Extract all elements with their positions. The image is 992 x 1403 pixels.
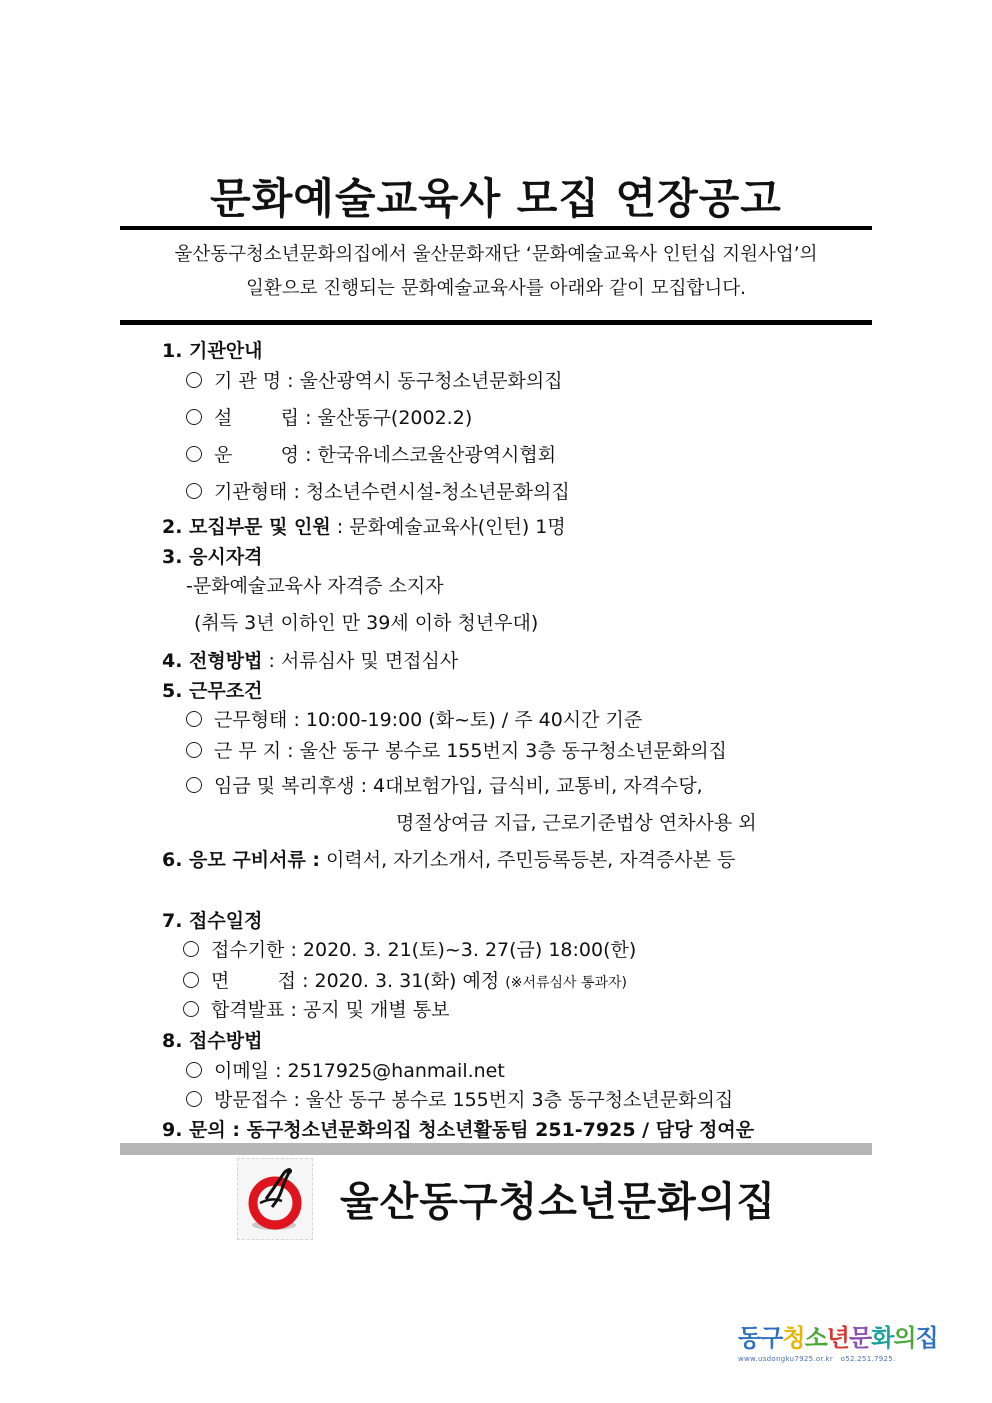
section-5-heading: 5. 근무조건 bbox=[162, 680, 263, 702]
section-9-contact: 9. 문의 : 동구청소년문화의집 청소년활동팀 251-7925 / 담당 정여운 bbox=[162, 1119, 755, 1141]
wages-benefits-cont: 명절상여금 지급, 근로기준법상 연차사용 외 bbox=[396, 812, 757, 834]
wages-benefits: 임금 및 복리후생 : 4대보험가입, 급식비, 교통비, 자격수당, bbox=[186, 771, 703, 798]
section-3-heading: 3. 응시자격 bbox=[162, 546, 263, 568]
section-4: 4. 전형방법 : 서류심사 및 면접심사 bbox=[162, 650, 459, 672]
bullet-circle-icon bbox=[186, 1062, 202, 1078]
org-info-founded: 설 립 : 울산동구(2002.2) bbox=[186, 403, 472, 430]
result-announcement: 합격발표 : 공지 및 개별 통보 bbox=[183, 995, 450, 1022]
bullet-circle-icon bbox=[186, 1091, 202, 1107]
bullet-circle-icon bbox=[183, 1001, 199, 1017]
apply-visit: 방문접수 : 울산 동구 봉수로 155번지 3층 동구청소년문화의집 bbox=[186, 1085, 733, 1112]
footer-logo-url: www.usdongku7925.or.kr o52.251.7925. bbox=[738, 1355, 896, 1363]
organization-name: 울산동구청소년문화의집 bbox=[340, 1179, 777, 1225]
qualification-note: (취득 3년 이하인 만 39세 이하 청년우대) bbox=[194, 612, 539, 634]
apply-email: 이메일 : 2517925@hanmail.net bbox=[186, 1056, 505, 1083]
interview-date: 면 접 : 2020. 3. 31(화) 예정 (※서류심사 통과자) bbox=[183, 966, 627, 993]
org-info-type: 기관형태 : 청소년수련시설-청소년문화의집 bbox=[186, 477, 570, 504]
bird-circle-logo-icon bbox=[238, 1159, 312, 1239]
org-info-name: 기 관 명 : 울산광역시 동구청소년문화의집 bbox=[186, 366, 563, 393]
intro-line-1: 울산동구청소년문화의집에서 울산문화재단 ‘문화예술교육사 인턴십 지원사업’의 bbox=[174, 244, 818, 265]
qualification-line: -문화예술교육사 자격증 소지자 bbox=[186, 575, 444, 597]
bullet-circle-icon bbox=[186, 372, 202, 388]
section-2: 2. 모집부문 및 인원 : 문화예술교육사(인턴) 1명 bbox=[162, 516, 566, 538]
section-1-heading: 1. 기관안내 bbox=[162, 340, 263, 362]
work-location: 근 무 지 : 울산 동구 봉수로 155번지 3층 동구청소년문화의집 bbox=[186, 736, 727, 763]
work-hours: 근무형태 : 10:00-19:00 (화~토) / 주 40시간 기준 bbox=[186, 705, 642, 732]
bullet-circle-icon bbox=[186, 483, 202, 499]
footer-logo bbox=[738, 1318, 938, 1363]
section-7-heading: 7. 접수일정 bbox=[162, 910, 263, 932]
section-8-heading: 8. 접수방법 bbox=[162, 1030, 263, 1052]
intro-paragraph bbox=[120, 238, 872, 306]
bullet-circle-icon bbox=[183, 941, 199, 957]
section-6: 6. 응모 구비서류 : 이력서, 자기소개서, 주민등록등본, 자격증사본 등 bbox=[162, 849, 736, 871]
org-info-operator: 운 영 : 한국유네스코울산광역시협회 bbox=[186, 440, 556, 467]
organization-logo bbox=[237, 1158, 313, 1240]
footer-rule bbox=[120, 1143, 872, 1155]
section-rule bbox=[120, 320, 872, 325]
bullet-circle-icon bbox=[183, 972, 199, 988]
bullet-circle-icon bbox=[186, 409, 202, 425]
bullet-circle-icon bbox=[186, 446, 202, 462]
page-title: 문화예술교육사 모집 연장공고 bbox=[210, 174, 782, 223]
bullet-circle-icon bbox=[186, 711, 202, 727]
footer-logo-wordmark: 동구청소년문화의집 bbox=[738, 1324, 938, 1352]
intro-line-2: 일환으로 진행되는 문화예술교육사를 아래와 같이 모집합니다. bbox=[246, 278, 746, 299]
bullet-circle-icon bbox=[186, 777, 202, 793]
application-period: 접수기한 : 2020. 3. 21(토)~3. 27(금) 18:00(한) bbox=[183, 935, 636, 962]
title-rule bbox=[120, 226, 872, 230]
bullet-circle-icon bbox=[186, 742, 202, 758]
